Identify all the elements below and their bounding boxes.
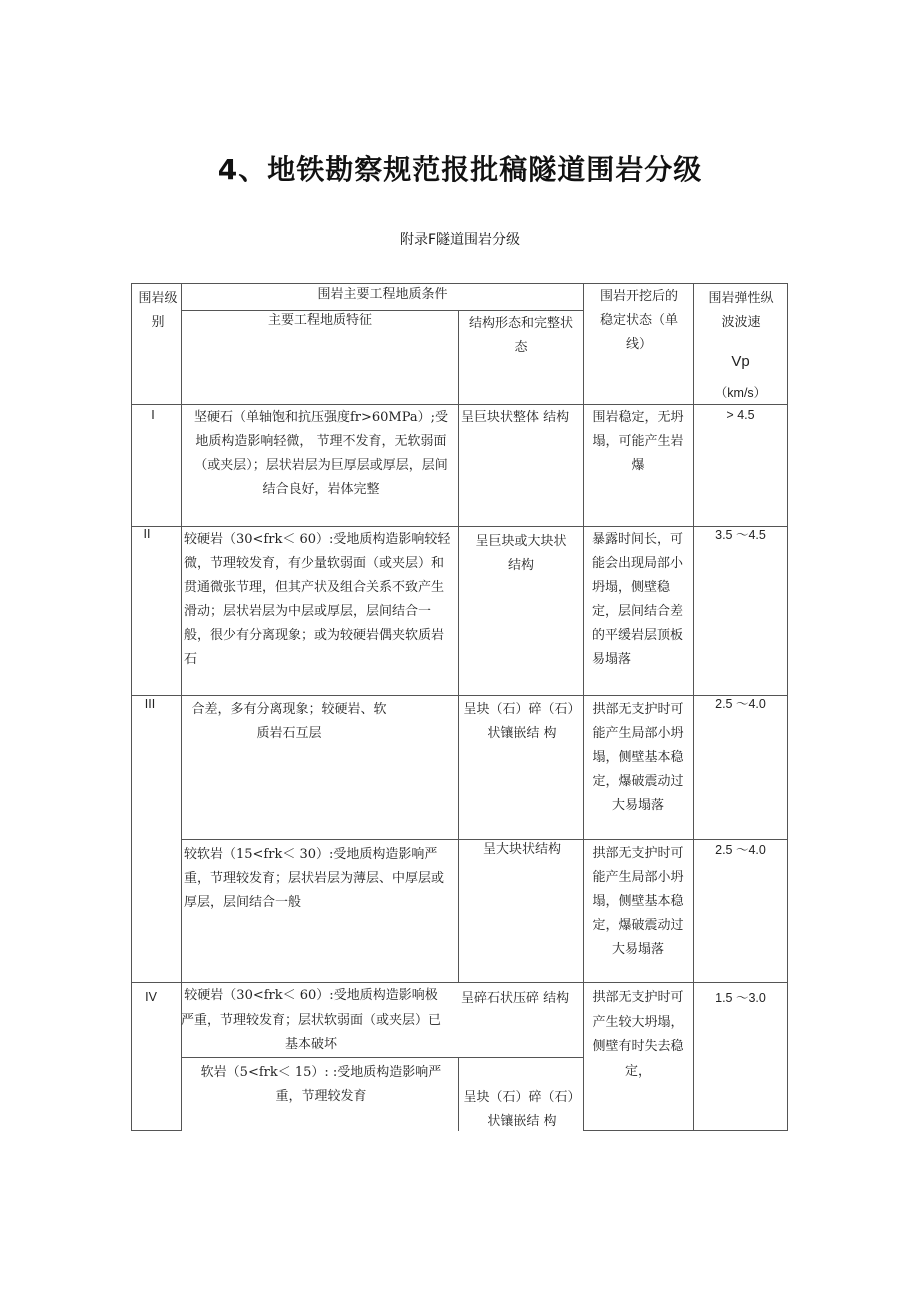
row1-grade: I [151, 408, 155, 422]
row1-features: 坚硬石（单轴饱和抗压强度fr>60MPa）;受地质构造影响轻微， 节理不发育，无软弱面（或夹层）；层状岩层为巨厚层或厚层，层间结合良好，岩体完整 [193, 410, 449, 497]
row3b-features: 较软岩（15<frk＜ 30）:受地质构造影响严重，节理较发育；层状岩层为薄层、中厚层或厚层，层间结合一般 [184, 847, 445, 910]
row1-stability: 围岩稳定，无坍塌，可能产生岩爆 [592, 410, 684, 473]
row3b-structure: 呈大块状结构 [482, 842, 561, 857]
row4-structure: 呈碎石状压碎 结构 [461, 991, 570, 1006]
header-vp-unit: （km/s） [714, 386, 767, 400]
row3-grade: III [144, 697, 156, 711]
header-geology-group: 围岩主要工程地质条件 [317, 287, 448, 302]
row3-structure: 呈块（石）碎（石）状镶嵌结 构 [463, 702, 581, 741]
row4-features: 较硬岩（30<frk＜ 60）:受地质构造影响极严重，节理较发育；层状软弱面（或夹层）已基本破坏 [181, 988, 442, 1052]
page-subtitle: 附录F隧道围岩分级 [399, 232, 521, 248]
header-main-features: 主要工程地质特征 [267, 313, 372, 328]
row2-features: 较硬岩（30<frk＜ 60）:受地质构造影响较轻微，节理较发育，有少量软弱面（或夹层）和贯通微张节理，但其产状及组合关系不致产生滑动；层状岩层为中层或厚层，层间结合一般，很少有分离现象；或为较硬岩偶夹软质岩石 [184, 532, 451, 667]
header-structure: 结构形态和完整状态 [468, 316, 573, 355]
row2-structure: 呈巨块或大块状结构 [475, 534, 567, 573]
header-stability: 围岩开挖后的稳定状态（单线） [599, 289, 678, 352]
row4-vp: 1.5 ～3.0 [715, 991, 766, 1005]
page-title: 4、地铁勘察规范报批稿隧道围岩分级 [217, 153, 703, 186]
row2-grade: II [143, 527, 151, 541]
row4b-structure: 呈块（石）碎（石）状镶嵌结 构 [463, 1090, 581, 1129]
row3-vp: 2.5 ～4.0 [715, 697, 766, 711]
row1-structure: 呈巨块状整体 结构 [461, 410, 570, 425]
header-vp-symbol: Vp [731, 353, 750, 370]
row2-stability: 暴露时间长，可能会出现局部小坍塌，侧壁稳定，层间结合差的平缓岩层顶板易塌落 [592, 532, 684, 667]
row3b-vp: 2.5 ～4.0 [715, 843, 766, 857]
row4-stability: 拱部无支护时可产生较大坍塌，侧壁有时失去稳定， [592, 990, 684, 1079]
header-vp-label: 围岩弹性纵波波速 [708, 291, 774, 330]
row2-vp: 3.5 ～4.5 [715, 528, 766, 542]
row3-stability: 拱部无支护时可能产生局部小坍塌，侧壁基本稳定，爆破震动过大易塌落 [592, 702, 684, 813]
row4-grade: IV [145, 990, 157, 1004]
row4b-features: 软岩（5<frk＜ 15）: :受地质构造影响严重，节理较发育 [200, 1065, 442, 1104]
header-grade: 围岩级别 [138, 291, 178, 330]
row1-vp: > 4.5 [726, 408, 755, 422]
row3b-stability: 拱部无支护时可能产生局部小坍塌，侧壁基本稳定，爆破震动过大易塌落 [592, 846, 684, 957]
row3-features: 合差，多有分离现象；较硬岩、软质岩石互层 [191, 702, 387, 741]
